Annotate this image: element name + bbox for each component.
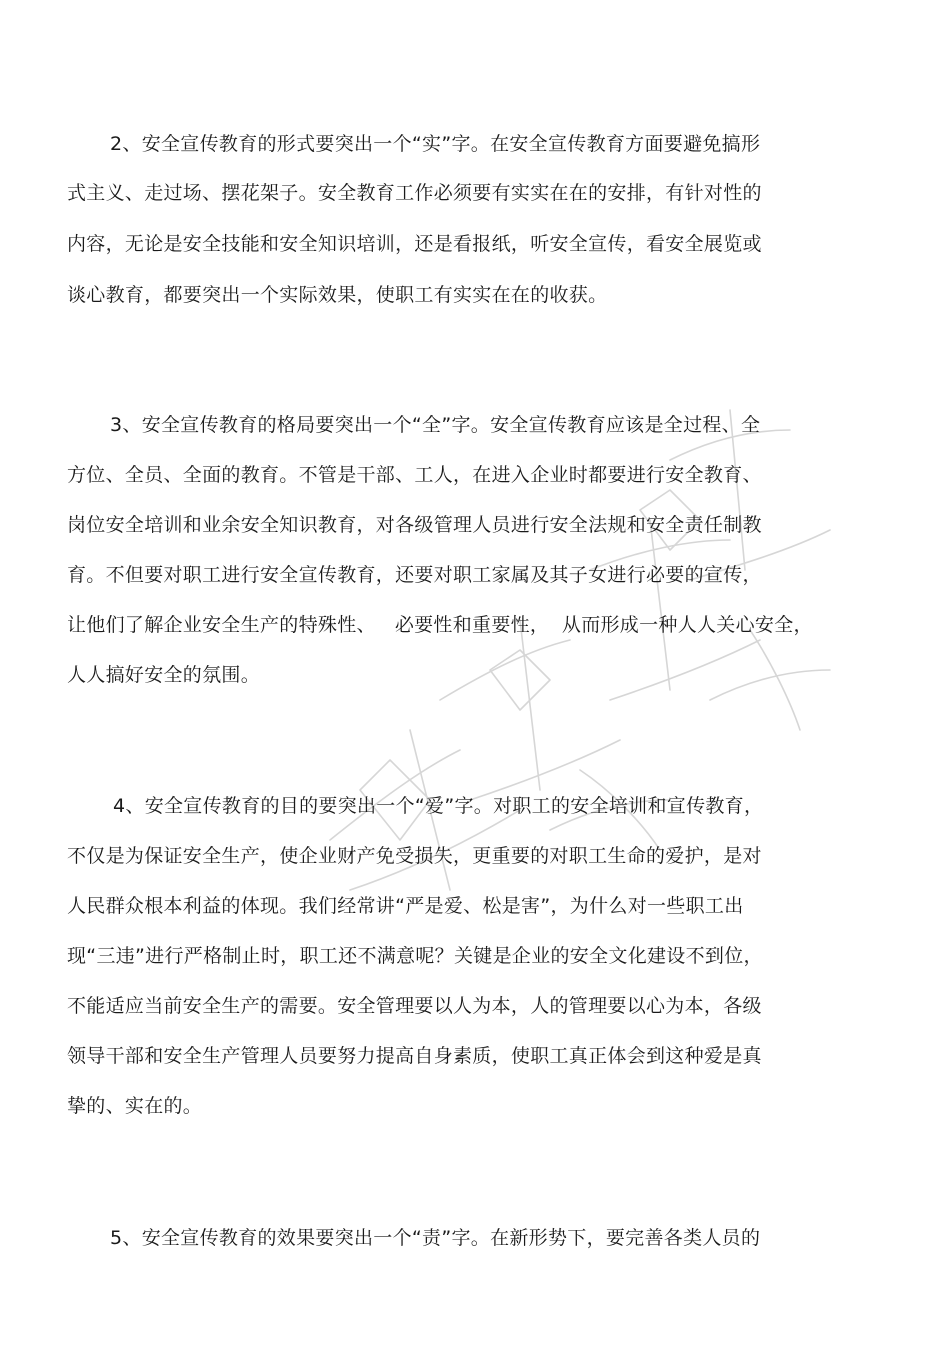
paragraph-4-line-4: 现“三违”进行严格制止时，职工还不满意呢？关键是企业的安全文化建设不到位， — [67, 945, 763, 967]
paragraph-2-line-3: 内容，无论是安全技能和安全知识培训，还是看报纸，听安全宣传，看安全展览或 — [67, 233, 762, 255]
paragraph-4-line-7: 挚的、实在的。 — [67, 1095, 203, 1117]
paragraph-2-line-2: 式主义、走过场、摆花架子。安全教育工作必须要有实实在在的安排，有针对性的 — [67, 182, 762, 204]
paragraph-4-line-2: 不仅是为保证安全生产，使企业财产免受损失，更重要的对职工生命的爱护，是对 — [67, 845, 762, 867]
paragraph-2-line-1: 2、安全宣传教育的形式要突出一个“实”字。在安全宣传教育方面要避免搞形 — [110, 133, 761, 155]
paragraph-3-line-5: 让他们了解企业安全生产的特殊性、 必要性和重要性， 从而形成一种人人关心安全， — [67, 614, 813, 636]
paragraph-4-line-1: 4、安全宣传教育的目的要突出一个“爱”字。对职工的安全培训和宣传教育， — [113, 795, 764, 817]
paragraph-5-line-1: 5、安全宣传教育的效果要突出一个“责”字。在新形势下，要完善各类人员的 — [110, 1227, 761, 1249]
paragraph-3-line-1: 3、安全宣传教育的格局要突出一个“全”字。安全宣传教育应该是全过程、全 — [110, 414, 761, 436]
paragraph-3-line-2: 方位、全员、全面的教育。不管是干部、工人，在进入企业时都要进行安全教育、 — [67, 464, 762, 486]
paragraph-3-line-4: 育。不但要对职工进行安全宣传教育，还要对职工家属及其子女进行必要的宣传， — [67, 564, 762, 586]
paragraph-2-line-4: 谈心教育，都要突出一个实际效果，使职工有实实在在的收获。 — [67, 284, 608, 306]
paragraph-4-line-5: 不能适应当前安全生产的需要。安全管理要以人为本，人的管理要以心为本，各级 — [67, 995, 762, 1017]
paragraph-3-line-6: 人人搞好安全的氛围。 — [67, 664, 261, 686]
paragraph-4-line-6: 领导干部和安全生产管理人员要努力提高自身素质，使职工真正体会到这种爱是真 — [67, 1045, 762, 1067]
paragraph-3-line-3: 岗位安全培训和业余安全知识教育，对各级管理人员进行安全法规和安全责任制教 — [67, 514, 762, 536]
paragraph-4-line-3: 人民群众根本利益的体现。我们经常讲“严是爱、松是害”，为什么对一些职工出 — [67, 895, 744, 917]
